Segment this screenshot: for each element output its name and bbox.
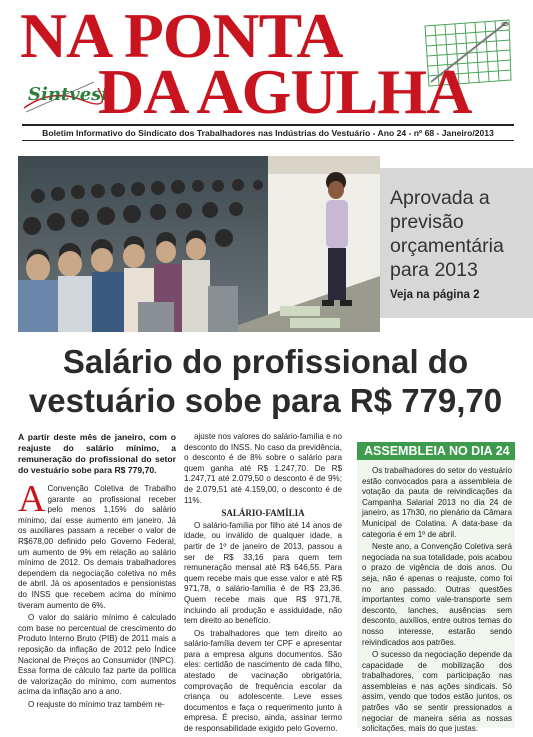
article-lead: A partir deste mês de janeiro, com o reajuste do salário mínimo, a remuneração do profissional do setor do vestuário sobe para R$ 779,70. xyxy=(18,432,176,475)
article-column-3 xyxy=(362,466,512,737)
assembly-title: ASSEMBLEIA NO DIA 24 xyxy=(364,444,510,458)
assembly-title-bar xyxy=(357,442,515,460)
masthead-title-line2: DA AGULHA xyxy=(98,56,472,127)
article-paragraph-text: Convenção Coletiva de Trabalho garante ao profissional receber pelo menos 1,15% do salário mínimo, daí esse aumento em janeiro. Já os auxiliares passam a receber o valor de R$678,00 definido pelo Governo Federal, um aumento de 9% em relação ao salário mínimo de 2012. Os demais trabalhadores dependem da negociação coletiva no mês de abril. Já os aposentados e pensionistas do INSS que recebem acima do mínimo tiveram aumento de 6%. xyxy=(18,484,176,610)
masthead xyxy=(0,0,531,138)
drop-cap: A xyxy=(18,478,46,520)
union-logo xyxy=(22,78,110,116)
subtitle-bar xyxy=(22,124,514,141)
article-paragraph xyxy=(18,478,176,611)
article-paragraph: ajuste nos valores do salário-família e no desconto do INSS. No caso da previdência, o desconto é de 8% sobre o salário para quem ganha até R$ 1.247,70. De R$ 1.247,71 até 2.079,50 o desconto é de 9%; de 2.079,51 até 4.159,00, o desconto é de 11%. xyxy=(184,432,342,505)
article-paragraph: Os trabalhadores do setor do vestuário estão convocados para a assembleia de votação da pauta de reivindicações da Campanha Salarial 2013 no dia 24 de janeiro, as 17h30, no plenário da Câmara Municipal de Colatina. A data-base da categoria é em 1º de abril. xyxy=(362,466,512,539)
article-column-1 xyxy=(18,432,176,712)
callout-headline: Aprovada a previsão orçamentária para 2013 xyxy=(390,187,504,281)
bulletin-subtitle: Boletim Informativo do Sindicato dos Trabalhadores nas Indústrias do Vestuário - Ano 24 - nº 68 - Janeiro/2013 xyxy=(42,128,494,138)
article-paragraph: O salário-família por filho até 14 anos de idade, ou inválido de qualquer idade, a partir de 1º de janeiro de 2013, passou a ser de R$ 33,16 para quem tem remuneração mensal até R$ 646,55. Para quem recebe mais que esse valor e até R$ 971,78, o salário-família é de R$ 23,36. Quem recebe mais que R$ 971,78, incluindo ali produção e assiduidade, não tem direito ao benefício. xyxy=(184,520,342,626)
article-paragraph: Os trabalhadores que tem direito ao salário-família devem ter CPF e apresentar para a empresa alguns documentos. São eles: certidão de nascimento de cada filho, atestado de vacinação obrigatória, comprovação de frequência escolar da criança ou adolescente. Leve esses documentos e faça o requerimento junto à empresa. É preciso, ainda, assinar termo de responsabilidade exigido pelo Governo. xyxy=(184,628,342,734)
article-paragraph: O sucesso da negociação depende da capacidade de mobilização dos trabalhadores, com participação nas assembleias e nas ações sindicais. Só assim, vendo que todos estão juntos, os patrões vão se sentir pressionados a negociar de maneira séria as nossas solicitações, mais do que justas. xyxy=(362,650,512,734)
budget-callout xyxy=(380,168,533,318)
section-title: SALÁRIO-FAMÍLIA xyxy=(221,508,305,519)
masthead-title-line1: NA PONTA xyxy=(20,0,343,71)
logo-text: Sintvest xyxy=(28,84,110,105)
article-paragraph: O reajuste do mínimo traz também re- xyxy=(28,699,165,709)
assembly-photo-illustration xyxy=(18,156,380,332)
main-headline: Salário do profissional do vestuário sobe para R$ 779,70 xyxy=(28,343,503,419)
callout-page-ref: Veja na página 2 xyxy=(390,289,480,301)
article-column-2 xyxy=(184,432,342,737)
article-paragraph: Neste ano, a Convenção Coletiva será negociada na sua totalidade, pois acabou o prazo de vigência de dois anos. Ou seja, não é apenas o reajuste, como foi no ano passado. Outras questões importantes como vale-transporte sem desconto, lanches, ausências sem desconto, auxílios, entre outros temas do nosso interesse, estarão sendo reivindicados aos patrões. xyxy=(362,542,512,647)
article-paragraph: O valor do salário mínimo é calculado com base no percentual de crescimento do Produto Interno Bruto (PIB) de 2011 mais a reposição da inflação de 2012 pelo Índice Nacional de Preços ao Consumidor (INPC). Essa forma de cálculo faz parte da política de valorização do mínimo, com aumentos acima da inflação ano a ano. xyxy=(18,613,176,697)
assembly-photo xyxy=(18,156,380,332)
